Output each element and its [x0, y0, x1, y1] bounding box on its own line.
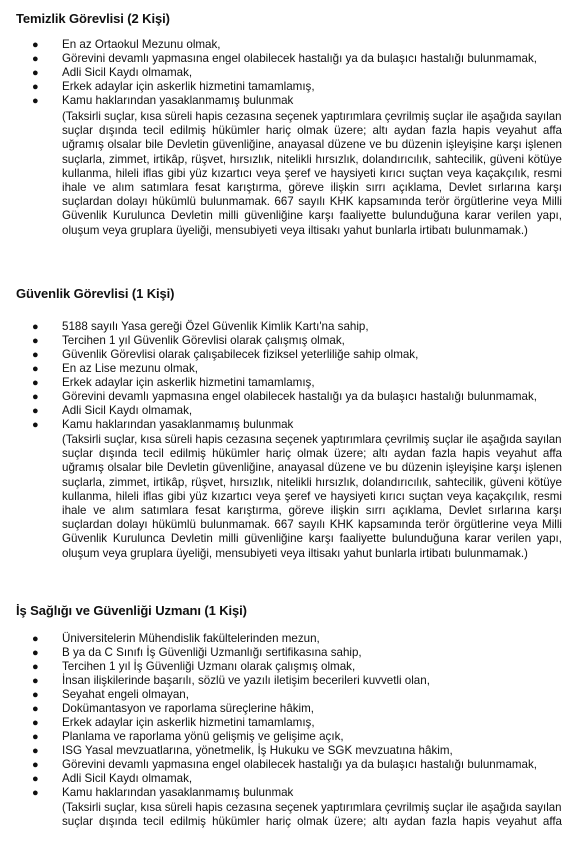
eligibility-paragraph: (Taksirli suçlar, kısa süreli hapis cezasına seçenek yaptırımlara çevrilmiş suçlar ile aşağıda sayılan suçlar dışında tecil edilmiş hükümler hariç olmak üzere; altı aydan fazla hapis veyahut affa [62, 801, 562, 829]
bullet-icon: ● [32, 39, 39, 51]
bullet-icon: ● [32, 661, 39, 673]
bullet-icon: ● [32, 689, 39, 701]
list-item: ● Erkek adaylar için askerlik hizmetini tamamlamış, [32, 80, 315, 93]
eligibility-paragraph: (Taksirli suçlar, kısa süreli hapis cezasına seçenek yaptırımlara çevrilmiş suçlar ile aşağıda sayılan suçlar dışında tecil edilmiş hükümler hariç olmak üzere; altı aydan fazla hapis veyahut affa uğramış olsalar bile Devletin güvenliğine, anayasal düzene ve bu düzenin işleyişine karşı işlenen suçlarla, zimmet, irtikâp, rüşvet, hırsızlık, nitelikli hırsızlık, dolandırıcılık, sahtecilik, güveni kötüye kullanma, hileli iflas gibi yüz kızartıcı veya şeref ve haysiyeti kırıcı suçtan veya kaçakçılık, resmi ihale ve alım satımlara fesat karıştırma, göreve ilişkin sırrı açıklama, Devlet sırlarına karşı suçlardan dolayı hükümlü bulunmamak. 667 sayılı KHK kapsamında terör örgütlerine veya Milli Güvenlik Kurulunca Devletin milli güvenliğine karşı faaliyette bulunduğuna karar verilen yapı, oluşum veya gruplara üyeliği, mensubiyeti veya iltisakı yahut bunlarla irtibatı bulunmamak.) [62, 433, 562, 560]
eligibility-paragraph: (Taksirli suçlar, kısa süreli hapis cezasına seçenek yaptırımlara çevrilmiş suçlar ile aşağıda sayılan suçlar dışında tecil edilmiş hükümler hariç olmak üzere; altı aydan fazla hapis veyahut affa uğramış olsalar bile Devletin güvenliğine, anayasal düzene ve bu düzenin işleyişine karşı işlenen suçlarla, zimmet, irtikâp, rüşvet, hırsızlık, nitelikli hırsızlık, dolandırıcılık, sahtecilik, güveni kötüye kullanma, hileli iflas gibi yüz kızartıcı veya şeref ve haysiyeti kırıcı suçtan veya kaçakçılık, resmi ihale ve alım satımlara fesat karıştırma, göreve ilişkin sırrı açıklama, Devlet sırlarına karşı suçlardan dolayı hükümlü bulunmamak. 667 sayılı KHK kapsamında terör örgütlerine veya Milli Güvenlik Kurulunca Devletin milli güvenliğine karşı faaliyette bulunduğuna karar verilen yapı, oluşum veya gruplara üyeliği, mensubiyeti veya iltisakı yahut bunlarla irtibatı bulunmamak.) [62, 110, 562, 237]
list-item: ● Kamu haklarından yasaklanmamış bulunmak [32, 786, 294, 799]
list-item: ● Görevini devamlı yapmasına engel olabilecek hastalığı ya da bulaşıcı hastalığı bulunmamak, [32, 390, 537, 403]
bullet-icon: ● [32, 363, 39, 375]
list-item: ● 5188 sayılı Yasa gereği Özel Güvenlik Kimlik Kartı'na sahip, [32, 320, 369, 333]
bullet-icon: ● [32, 717, 39, 729]
list-item: ● İnsan ilişkilerinde başarılı, sözlü ve yazılı iletişim becerileri kuvvetli olan, [32, 674, 430, 687]
bullet-icon: ● [32, 703, 39, 715]
bullet-icon: ● [32, 391, 39, 403]
list-item: ● B ya da C Sınıfı İş Güvenliği Uzmanlığı sertifikasına sahip, [32, 646, 362, 659]
list-item: ● Adli Sicil Kaydı olmamak, [32, 66, 193, 79]
bullet-icon: ● [32, 67, 39, 79]
list-item: ● Adli Sicil Kaydı olmamak, [32, 404, 193, 417]
list-item: ● Erkek adaylar için askerlik hizmetini tamamlamış, [32, 376, 315, 389]
section-title: Temizlik Görevlisi (2 Kişi) [16, 11, 170, 26]
bullet-icon: ● [32, 647, 39, 659]
list-item: ● Kamu haklarından yasaklanmamış bulunmak [32, 94, 294, 107]
bullet-icon: ● [32, 787, 39, 799]
bullet-icon: ● [32, 377, 39, 389]
list-item: ● Kamu haklarından yasaklanmamış bulunmak [32, 418, 294, 431]
list-item: ● ISG Yasal mevzuatlarına, yönetmelik, İş Hukuku ve SGK mevzuatına hâkim, [32, 744, 453, 757]
bullet-icon: ● [32, 321, 39, 333]
bullet-icon: ● [32, 405, 39, 417]
bullet-icon: ● [32, 81, 39, 93]
section-title: İş Sağlığı ve Güvenliği Uzmanı (1 Kişi) [16, 603, 247, 618]
list-item: ● Görevini devamlı yapmasına engel olabilecek hastalığı ya da bulaşıcı hastalığı bulunmamak, [32, 758, 537, 771]
bullet-icon: ● [32, 335, 39, 347]
bullet-icon: ● [32, 53, 39, 65]
list-item: ● En az Lise mezunu olmak, [32, 362, 198, 375]
list-item: ● Tercihen 1 yıl İş Güvenliği Uzmanı olarak çalışmış olmak, [32, 660, 356, 673]
list-item: ● Planlama ve raporlama yönü gelişmiş ve gelişime açık, [32, 730, 344, 743]
bullet-icon: ● [32, 745, 39, 757]
list-item: ● Görevini devamlı yapmasına engel olabilecek hastalığı ya da bulaşıcı hastalığı bulunmamak, [32, 52, 537, 65]
bullet-icon: ● [32, 349, 39, 361]
list-item: ● Adli Sicil Kaydı olmamak, [32, 772, 193, 785]
requirement-list [0, 320, 585, 432]
list-item: ● Tercihen 1 yıl Güvenlik Görevlisi olarak çalışmış olmak, [32, 334, 345, 347]
list-item: ● Üniversitelerin Mühendislik fakültelerinden mezun, [32, 632, 320, 645]
list-item: ● Güvenlik Görevlisi olarak çalışabilecek fiziksel yeterliliğe sahip olmak, [32, 348, 419, 361]
bullet-icon: ● [32, 731, 39, 743]
bullet-icon: ● [32, 633, 39, 645]
section-title: Güvenlik Görevlisi (1 Kişi) [16, 286, 175, 301]
bullet-icon: ● [32, 419, 39, 431]
list-item: ● En az Ortaokul Mezunu olmak, [32, 38, 221, 51]
requirement-list [0, 632, 585, 800]
list-item: ● Seyahat engeli olmayan, [32, 688, 189, 701]
bullet-icon: ● [32, 773, 39, 785]
list-item: ● Erkek adaylar için askerlik hizmetini tamamlamış, [32, 716, 315, 729]
bullet-icon: ● [32, 759, 39, 771]
bullet-icon: ● [32, 675, 39, 687]
requirement-list [0, 38, 585, 108]
bullet-icon: ● [32, 95, 39, 107]
list-item: ● Dokümantasyon ve raporlama süreçlerine hâkim, [32, 702, 314, 715]
